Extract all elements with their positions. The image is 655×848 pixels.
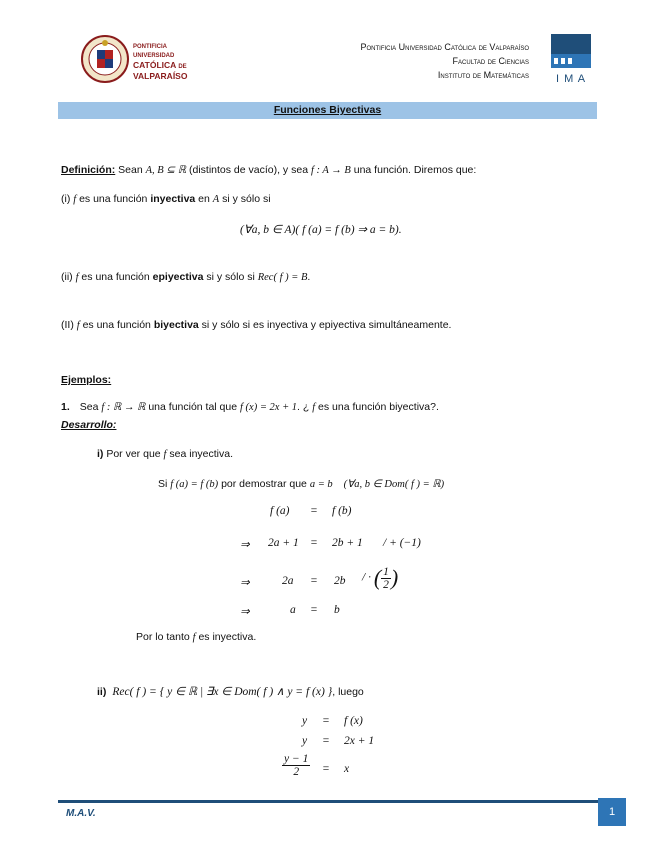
example-1-text-2: una función tal que	[145, 401, 240, 413]
step-row	[240, 505, 440, 525]
step-eq: =	[310, 505, 318, 517]
definition-math-2: f : A → B	[310, 165, 351, 176]
step-rhs: 2b + 1	[332, 537, 363, 549]
si-math-2: a = b	[309, 479, 333, 490]
part-i-text-1: Por ver que	[103, 448, 164, 460]
ima-logo	[551, 34, 591, 85]
part-ii-math: Rec( f ) = { y ∈ ℝ | ∃x ∈ Dom( f ) ∧ y = f (x) }	[112, 686, 333, 698]
item-ii-text-3: .	[307, 271, 311, 283]
conclusion-text-1: Por lo tanto	[136, 631, 193, 643]
step-arrow: ⇒	[240, 539, 250, 551]
page-title: Funciones Biyectivas	[273, 104, 382, 116]
range-lhs: y	[302, 715, 308, 727]
paren-open: (	[373, 565, 382, 590]
logo-line-2: UNIVERSIDAD	[133, 53, 175, 59]
item-i-text-1: es una función	[76, 193, 151, 205]
definition-text-2: (distintos de vacío), y sea	[186, 164, 311, 176]
item-ii-bold: epiyectiva	[152, 271, 204, 283]
fraction-half	[381, 566, 391, 591]
item-ii-math-2: Rec( f ) = B	[257, 272, 308, 283]
step-eq: =	[310, 537, 318, 549]
title-bar	[58, 102, 597, 119]
range-row	[280, 753, 400, 789]
step-eq: =	[310, 604, 318, 616]
university-seal-icon	[80, 34, 130, 84]
step-arrow: ⇒	[240, 577, 250, 589]
logo-line-1: PONTIFICIA	[133, 44, 167, 50]
desarrollo-heading: Desarrollo:	[61, 419, 117, 431]
part-i-math-1: f	[163, 449, 167, 460]
item-iii-text-1: es una función	[79, 319, 154, 331]
part-ii-label: ii)	[97, 686, 107, 698]
step-lhs: 2a + 1	[268, 537, 299, 549]
item-ii-text-2: si y sólo si	[203, 271, 258, 283]
item-i-bold: inyectiva	[150, 193, 196, 205]
range-eq: =	[322, 735, 330, 747]
definition-math-1: A, B ⊆ ℝ	[145, 165, 187, 176]
step-lhs: f (a)	[270, 505, 290, 517]
conclusion-text-2: es inyectiva.	[195, 631, 257, 643]
item-iii-math-1: f	[76, 320, 80, 331]
item-iii-bold: biyectiva	[153, 319, 199, 331]
logo-line-3: CATÓLICA	[133, 60, 176, 70]
item-iii-num: (II)	[61, 319, 74, 331]
example-1-math-1: f : ℝ → ℝ	[101, 402, 146, 413]
fraction-num: 1	[383, 565, 389, 578]
ima-mark-icon	[551, 34, 591, 68]
step-row	[240, 565, 460, 601]
step-eq: =	[310, 575, 318, 587]
step-arrow: ⇒	[240, 606, 250, 618]
si-text-1: Si	[158, 478, 171, 490]
example-1-text-4: es una función biyectiva?.	[315, 401, 439, 413]
example-1-text-3: . ¿	[297, 401, 313, 413]
si-math-3: (∀a, b ∈ Dom( f ) = ℝ)	[343, 479, 445, 490]
part-i-label: i)	[97, 448, 104, 460]
item-i-math-2: A	[212, 194, 220, 205]
step-lhs: 2a	[282, 575, 294, 587]
item-i-text-3: si y sólo si	[219, 193, 271, 205]
fraction-den: 2	[383, 578, 389, 591]
item-i-text-2: en	[195, 193, 213, 205]
step-lhs: a	[290, 604, 296, 616]
range-eq: =	[322, 763, 330, 775]
item-ii	[61, 271, 310, 283]
item-ii-text-1: es una función	[78, 271, 153, 283]
formula-injective: (∀a, b ∈ A)( f (a) = f (b) ⇒ a = b).	[240, 224, 402, 236]
range-eq: =	[322, 715, 330, 727]
part-i	[97, 448, 233, 460]
range-rhs: 2x + 1	[344, 735, 375, 747]
conclusion-math-1: f	[192, 632, 196, 643]
paren-close: )	[390, 565, 399, 590]
range-lhs: y	[302, 735, 308, 747]
fraction-y	[282, 753, 310, 778]
range-rhs: f (x)	[344, 715, 363, 727]
example-1-text-1: Sea	[79, 401, 102, 413]
item-ii-math-1: f	[75, 272, 79, 283]
conclusion-i	[136, 631, 256, 643]
range-row	[280, 715, 400, 733]
step-row	[240, 537, 460, 557]
fraction-den: 2	[293, 766, 300, 778]
item-i	[61, 193, 271, 205]
si-text-2: por demostrar que	[218, 478, 310, 490]
range-rhs: x	[344, 763, 350, 775]
step-row	[240, 604, 440, 624]
header-institute: Instituto de Matemáticas	[437, 70, 529, 80]
example-1	[61, 401, 439, 413]
range-row	[280, 735, 400, 753]
university-logo	[80, 34, 130, 84]
definition-text-1: Sean	[115, 164, 146, 176]
item-i-math-1: f	[73, 194, 77, 205]
ima-text: I M A	[555, 73, 587, 85]
footer-author: M.A.V.	[66, 808, 96, 819]
step-note: / + (−1)	[383, 537, 421, 549]
step-rhs: b	[334, 604, 340, 616]
item-iii-text-2: si y sólo si es inyectiva y epiyectiva simultáneamente.	[198, 319, 452, 331]
part-ii-text: , luego	[332, 686, 364, 698]
item-ii-num: (ii)	[61, 271, 73, 283]
examples-heading: Ejemplos:	[61, 374, 112, 386]
item-i-num: (i)	[61, 193, 71, 205]
header-faculty: Facultad de Ciencias	[452, 56, 529, 66]
step-note-half	[362, 565, 398, 591]
item-iii	[61, 319, 451, 331]
si-math-1: f (a) = f (b)	[170, 479, 219, 490]
header-university: Pontificia Universidad Católica de Valparaíso	[360, 42, 529, 52]
page-number: 1	[598, 798, 626, 826]
example-1-math-2: f (x) = 2x + 1	[240, 402, 298, 413]
step-rhs: 2b	[334, 575, 346, 587]
step-rhs: f (b)	[332, 505, 352, 517]
step-note: / ·	[362, 571, 371, 584]
logo-line-5: VALPARAÍSO	[133, 71, 188, 81]
example-1-num: 1.	[61, 401, 70, 413]
si-line	[158, 478, 444, 490]
logo-text	[133, 43, 187, 81]
example-1-math-3: f	[312, 402, 316, 413]
footer-rule	[58, 800, 598, 803]
definition-text-3: una función. Diremos que:	[350, 164, 477, 176]
logo-line-4: DE	[178, 64, 187, 70]
part-ii	[97, 684, 364, 698]
definition-label: Definición:	[61, 164, 116, 176]
part-i-text-2: sea inyectiva.	[166, 448, 234, 460]
definition	[61, 164, 476, 176]
fraction-num: y − 1	[284, 753, 309, 765]
institution-header	[361, 40, 529, 82]
